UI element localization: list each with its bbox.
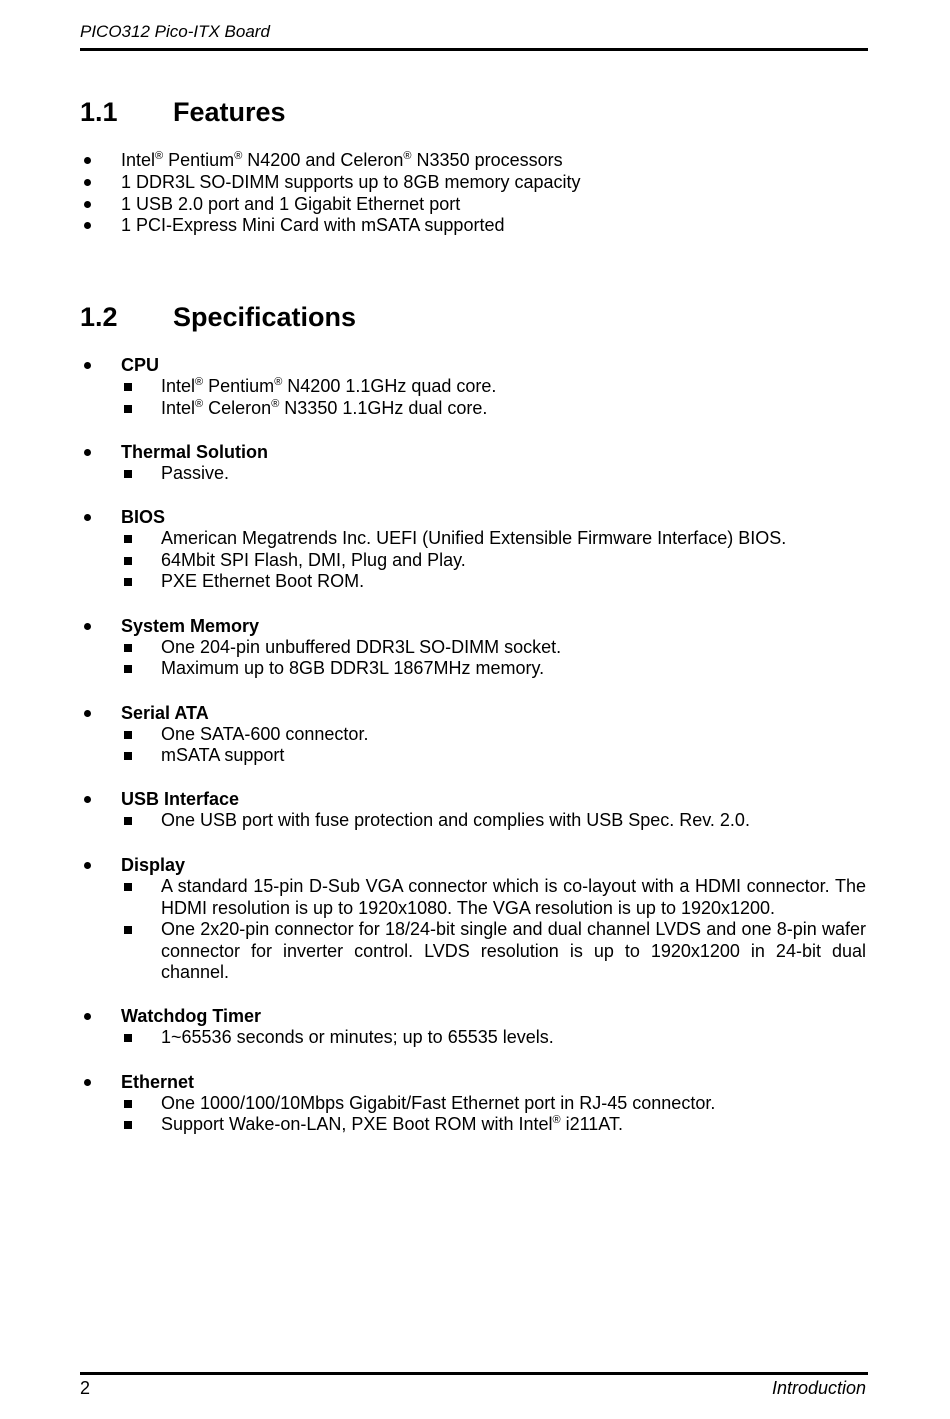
spec-text: One 2x20-pin connector for 18/24-bit single and dual channel LVDS and one 8-pin wafer connector for inverter control. LVDS resolution is up to 1920x1200 in 24-bit dual channel. bbox=[161, 919, 866, 983]
square-bullet-icon bbox=[124, 1100, 132, 1108]
bullet-icon bbox=[84, 1013, 91, 1020]
spec-text: Pentium bbox=[203, 376, 275, 396]
section-title: Specifications bbox=[173, 302, 357, 332]
square-bullet-icon bbox=[124, 405, 132, 413]
square-bullet-icon bbox=[124, 383, 132, 391]
section-title: Features bbox=[173, 97, 286, 127]
spec-item bbox=[122, 376, 866, 398]
section-number: 1.2 bbox=[80, 302, 118, 332]
square-bullet-icon bbox=[124, 665, 132, 673]
spec-group-title: System Memory bbox=[121, 616, 260, 636]
spec-item bbox=[122, 1114, 866, 1136]
square-bullet-icon bbox=[124, 731, 132, 739]
registered-mark: ® bbox=[552, 1114, 561, 1126]
spec-item bbox=[122, 398, 866, 420]
bullet-icon bbox=[84, 179, 91, 186]
square-bullet-icon bbox=[124, 578, 132, 586]
bullet-icon bbox=[84, 862, 91, 869]
page-header-title: PICO312 Pico-ITX Board bbox=[80, 22, 270, 41]
square-bullet-icon bbox=[124, 1034, 132, 1042]
footer-section-title: Introduction bbox=[771, 1378, 866, 1398]
registered-mark: ® bbox=[274, 376, 283, 388]
spec-item bbox=[122, 637, 866, 659]
spec-item bbox=[122, 724, 866, 746]
page-number: 2 bbox=[80, 1378, 91, 1398]
spec-item bbox=[122, 1093, 866, 1115]
spec-item bbox=[122, 550, 866, 572]
spec-item bbox=[122, 528, 866, 550]
spec-text: i211AT. bbox=[560, 1114, 623, 1134]
square-bullet-icon bbox=[124, 557, 132, 565]
registered-mark: ® bbox=[195, 376, 204, 388]
feature-text: 1 PCI-Express Mini Card with mSATA supported bbox=[121, 215, 505, 235]
spec-text: Passive. bbox=[161, 463, 230, 483]
bullet-icon bbox=[84, 796, 91, 803]
spec-group-title: Display bbox=[121, 855, 186, 875]
square-bullet-icon bbox=[124, 817, 132, 825]
registered-mark: ® bbox=[234, 150, 243, 162]
spec-text: 64Mbit SPI Flash, DMI, Plug and Play. bbox=[161, 550, 466, 570]
square-bullet-icon bbox=[124, 535, 132, 543]
bullet-icon bbox=[84, 623, 91, 630]
feature-text: Pentium bbox=[163, 150, 235, 170]
specifications-heading bbox=[80, 301, 356, 333]
square-bullet-icon bbox=[124, 926, 132, 934]
section-number: 1.1 bbox=[80, 97, 118, 127]
feature-text: 1 DDR3L SO-DIMM supports up to 8GB memory capacity bbox=[121, 172, 581, 192]
registered-mark: ® bbox=[155, 150, 164, 162]
spec-item bbox=[122, 745, 866, 767]
features-heading bbox=[80, 96, 286, 128]
feature-text: Intel bbox=[121, 150, 156, 170]
spec-text: One 204-pin unbuffered DDR3L SO-DIMM socket. bbox=[161, 637, 562, 657]
feature-text: N4200 and Celeron bbox=[242, 150, 404, 170]
bullet-icon bbox=[84, 362, 91, 369]
spec-group-title: CPU bbox=[121, 355, 160, 375]
spec-group-title: Ethernet bbox=[121, 1072, 195, 1092]
header-rule bbox=[80, 48, 868, 51]
bullet-icon bbox=[84, 222, 91, 229]
bullet-icon bbox=[84, 1079, 91, 1086]
spec-text: mSATA support bbox=[161, 745, 285, 765]
spec-item bbox=[122, 810, 866, 832]
footer-rule bbox=[80, 1372, 868, 1375]
spec-text: Intel bbox=[161, 376, 196, 396]
registered-mark: ® bbox=[403, 150, 412, 162]
spec-text: Celeron bbox=[203, 398, 272, 418]
spec-text: A standard 15-pin D-Sub VGA connector which is co-layout with a HDMI connector. The HDMI resolution is up to 1920x1080. The VGA resolution is up to 1920x1200. bbox=[161, 876, 866, 918]
spec-text: PXE Ethernet Boot ROM. bbox=[161, 571, 365, 591]
bullet-icon bbox=[84, 449, 91, 456]
spec-text: Maximum up to 8GB DDR3L 1867MHz memory. bbox=[161, 658, 545, 678]
spec-group-title: USB Interface bbox=[121, 789, 240, 809]
spec-item bbox=[122, 463, 866, 485]
spec-group-title: BIOS bbox=[121, 507, 166, 527]
spec-text: N3350 1.1GHz dual core. bbox=[279, 398, 488, 418]
square-bullet-icon bbox=[124, 1121, 132, 1129]
spec-item bbox=[122, 1027, 866, 1049]
spec-group-title: Serial ATA bbox=[121, 703, 209, 723]
bullet-icon bbox=[84, 710, 91, 717]
square-bullet-icon bbox=[124, 644, 132, 652]
spec-text: One SATA-600 connector. bbox=[161, 724, 369, 744]
spec-item bbox=[122, 658, 866, 680]
spec-item bbox=[122, 571, 866, 593]
spec-group-title: Thermal Solution bbox=[121, 442, 269, 462]
square-bullet-icon bbox=[124, 470, 132, 478]
spec-item bbox=[122, 919, 866, 984]
registered-mark: ® bbox=[195, 398, 204, 410]
spec-item bbox=[122, 876, 866, 919]
feature-text: 1 USB 2.0 port and 1 Gigabit Ethernet port bbox=[121, 194, 461, 214]
spec-text: American Megatrends Inc. UEFI (Unified Extensible Firmware Interface) BIOS. bbox=[161, 528, 787, 548]
bullet-icon bbox=[84, 514, 91, 521]
spec-text: One USB port with fuse protection and complies with USB Spec. Rev. 2.0. bbox=[161, 810, 750, 830]
spec-text: One 1000/100/10Mbps Gigabit/Fast Ethernet port in RJ-45 connector. bbox=[161, 1093, 716, 1113]
registered-mark: ® bbox=[271, 398, 280, 410]
spec-group-title: Watchdog Timer bbox=[121, 1006, 262, 1026]
spec-text: Support Wake-on-LAN, PXE Boot ROM with Intel bbox=[161, 1114, 553, 1134]
square-bullet-icon bbox=[124, 883, 132, 891]
bullet-icon bbox=[84, 201, 91, 208]
spec-text: 1~65536 seconds or minutes; up to 65535 levels. bbox=[161, 1027, 554, 1047]
spec-text: N4200 1.1GHz quad core. bbox=[282, 376, 497, 396]
feature-text: N3350 processors bbox=[411, 150, 563, 170]
bullet-icon bbox=[84, 157, 91, 164]
square-bullet-icon bbox=[124, 752, 132, 760]
spec-text: Intel bbox=[161, 398, 196, 418]
